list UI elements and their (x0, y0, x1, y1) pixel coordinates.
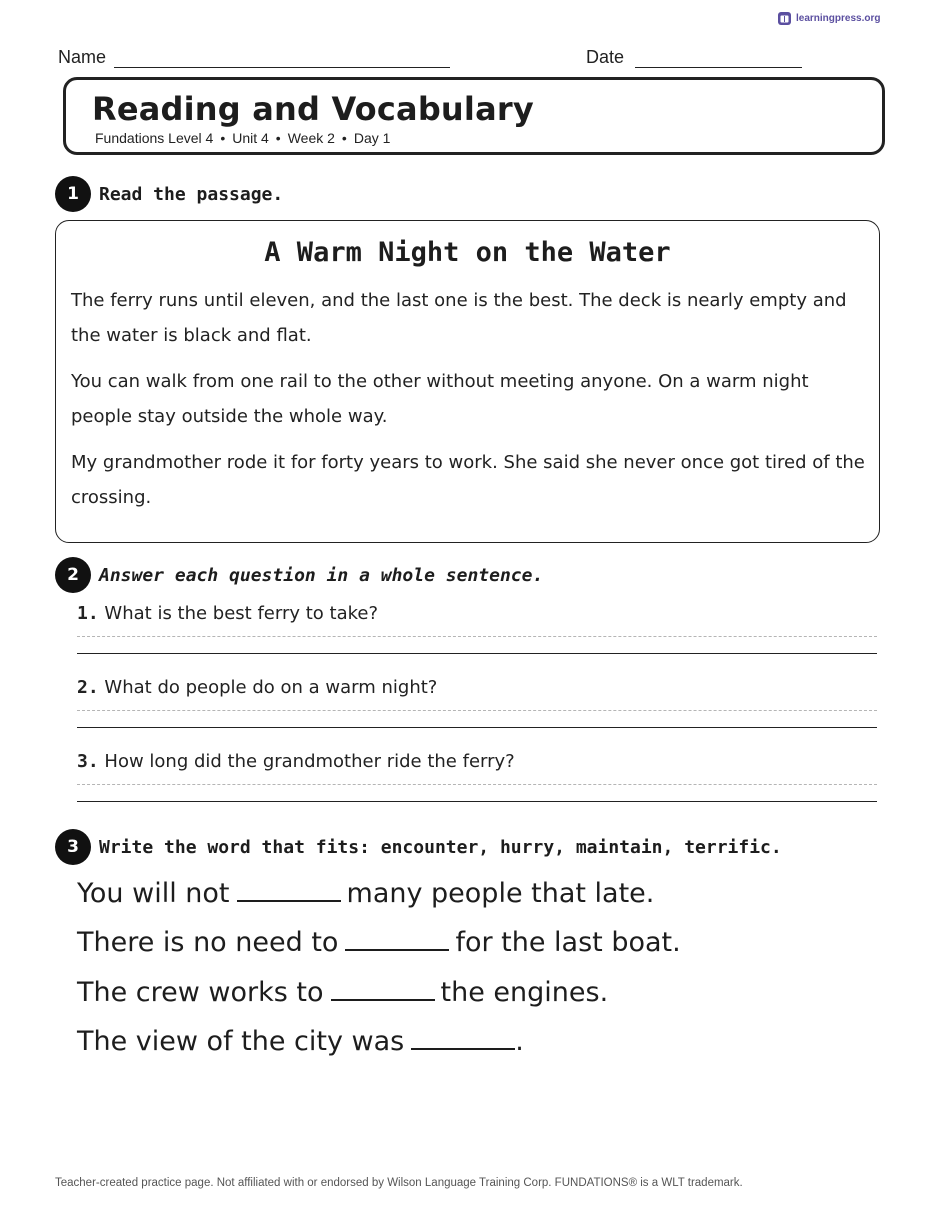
section-2-header (55, 557, 543, 593)
question-text: What do people do on a warm night? (104, 677, 438, 698)
footer-disclaimer: Teacher-created practice page. Not affiliated with or endorsed by Wilson Language Training Corp. FUNDATIONS® is a WLT trademark. (55, 1177, 743, 1189)
book-icon (778, 12, 791, 25)
name-line[interactable] (114, 67, 450, 68)
question-2 (77, 677, 877, 701)
date-line[interactable] (635, 67, 802, 68)
subtitle-week: Week 2 (287, 130, 335, 146)
section-2-title: Answer each question in a whole sentence. (99, 564, 544, 586)
title-box (63, 77, 885, 155)
sentence-end: the engines. (440, 977, 609, 1008)
passage-title: A Warm Night on the Water (264, 237, 671, 268)
fill-in-sentence (77, 977, 608, 1008)
question-number: 2. (77, 677, 99, 698)
question-number: 3. (77, 751, 99, 772)
brand-text: learningpress.org (796, 13, 881, 24)
passage-text (71, 283, 871, 526)
section-number-badge: 1 (55, 176, 91, 212)
brand-logo (778, 12, 880, 25)
answer-line[interactable] (77, 653, 877, 654)
answer-blank[interactable] (411, 1026, 515, 1050)
sentence-start: There is no need to (77, 927, 339, 958)
question-3 (77, 751, 877, 775)
answer-blank[interactable] (237, 878, 341, 902)
answer-blank[interactable] (345, 927, 449, 951)
question-text: What is the best ferry to take? (104, 603, 379, 624)
section-number-badge: 3 (55, 829, 91, 865)
passage-paragraph: You can walk from one rail to the other without meeting anyone. On a warm night people stay outside the whole way. (71, 371, 809, 427)
fill-in-sentence (77, 1026, 524, 1057)
subtitle-day: Day 1 (353, 130, 391, 146)
section-3-title: Write the word that fits: encounter, hurry, maintain, terrific. (99, 836, 782, 858)
question-text: How long did the grandmother ride the ferry? (104, 751, 515, 772)
answer-guide-line (77, 636, 877, 637)
sentence-end: for the last boat. (455, 927, 681, 958)
name-label: Name (58, 47, 107, 67)
sentence-end: . (515, 1026, 524, 1057)
sentence-start: The view of the city was (77, 1026, 405, 1057)
fill-in-sentence (77, 927, 681, 958)
section-1-title: Read the passage. (99, 183, 284, 205)
sentence-start: You will not (77, 878, 230, 909)
answer-line[interactable] (77, 727, 877, 728)
sentence-end: many people that late. (346, 878, 655, 909)
answer-blank[interactable] (331, 977, 435, 1001)
answer-guide-line (77, 710, 877, 711)
passage-paragraph: The ferry runs until eleven, and the last one is the best. The deck is nearly empty and the water is black and flat. (71, 290, 847, 346)
section-3-header (55, 829, 782, 865)
question-1 (77, 603, 877, 627)
subtitle (95, 130, 390, 146)
section-number-badge: 2 (55, 557, 91, 593)
subtitle-unit: Unit 4 (232, 130, 269, 146)
answer-guide-line (77, 784, 877, 785)
subtitle-separator: • (341, 130, 347, 146)
date-label: Date (586, 47, 625, 67)
page-title: Reading and Vocabulary (92, 90, 534, 128)
fill-in-sentence (77, 878, 654, 909)
subtitle-separator: • (275, 130, 281, 146)
subtitle-level: Fundations Level 4 (95, 130, 214, 146)
sentence-start: The crew works to (77, 977, 324, 1008)
section-1-header (55, 176, 283, 212)
passage-box (55, 220, 880, 543)
subtitle-separator: • (220, 130, 226, 146)
question-number: 1. (77, 603, 99, 624)
answer-line[interactable] (77, 801, 877, 802)
passage-paragraph: My grandmother rode it for forty years to work. She said she never once got tired of the crossing. (71, 452, 865, 508)
